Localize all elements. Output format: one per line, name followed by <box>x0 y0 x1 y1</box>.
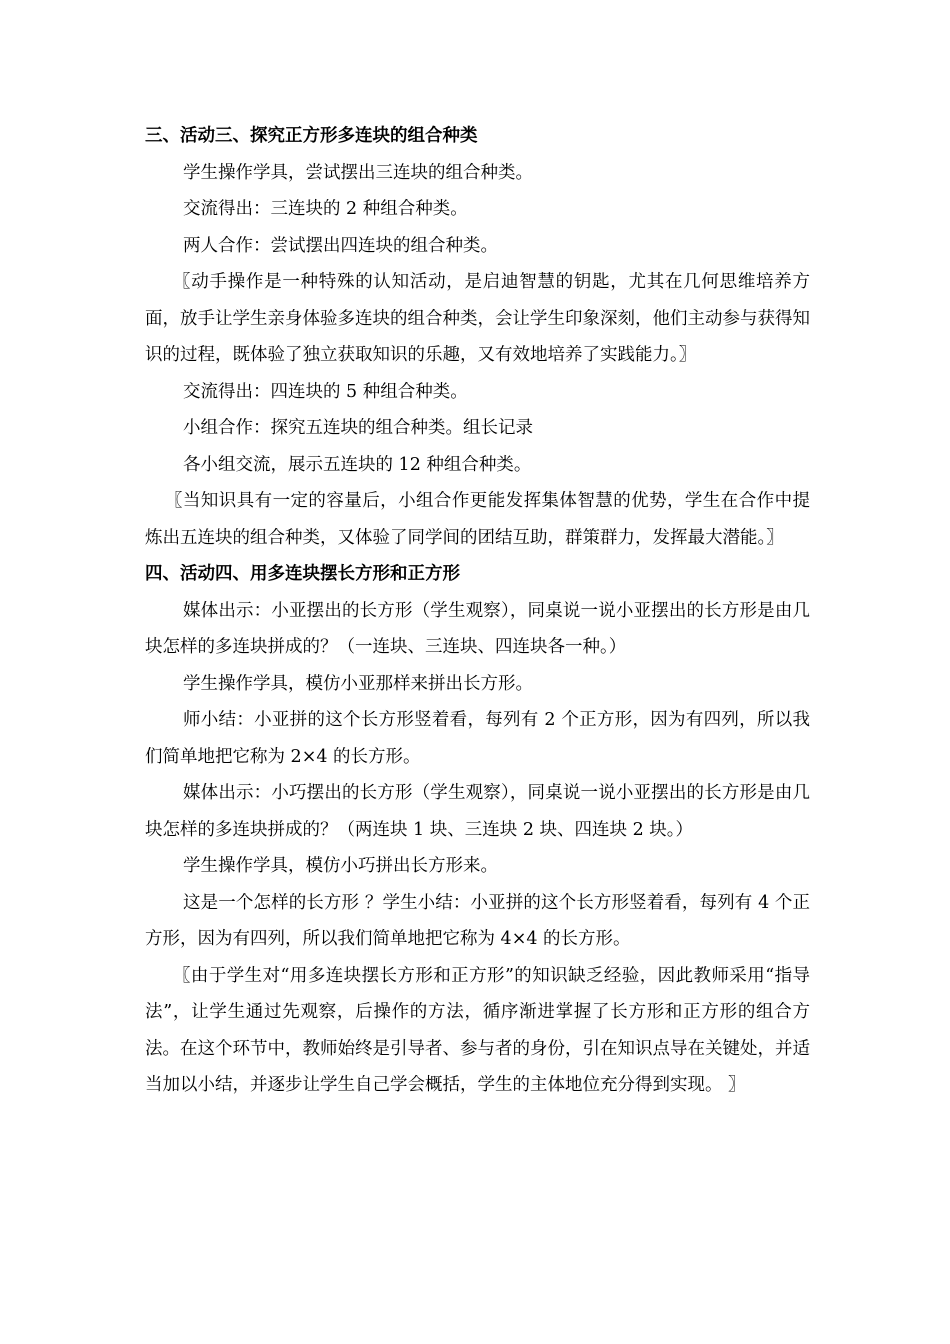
paragraph: 两人合作：尝试摆出四连块的组合种类。 <box>183 235 498 256</box>
document-body <box>145 118 810 1104</box>
paragraph: 媒体出示：小亚摆出的长方形（学生观察），同桌说一说小亚摆出的长方形是由几块怎样的多连块拼成的？（一连块、三连块、四连块各一种。） <box>145 600 810 657</box>
paragraph: 学生操作学具，尝试摆出三连块的组合种类。 <box>183 162 533 183</box>
commentary-paragraph: 〖动手操作是一种特殊的认知活动，是启迪智慧的钥匙，尤其在几何思维培养方面，放手让学生亲身体验多连块的组合种类，会让学生印象深刻，他们主动参与获得知识的过程，既体验了独立获取知识的乐趣，又有效地培养了实践能力。〗 <box>145 272 810 365</box>
paragraph: 交流得出：三连块的 2 种组合种类。 <box>183 199 468 219</box>
paragraph: 学生操作学具，模仿小亚那样来拼出长方形。 <box>183 673 533 694</box>
paragraph: 各小组交流，展示五连块的 12 种组合种类。 <box>183 454 532 475</box>
paragraph: 小组合作：探究五连块的组合种类。组长记录 <box>183 418 533 438</box>
commentary-paragraph: 〖由于学生对“用多连块摆长方形和正方形”的知识缺乏经验，因此教师采用“指导法”，让学生通过先观察，后操作的方法，循序渐进掌握了长方形和正方形的组合方法。在这个环节中，教师始终是引导者、参与者的身份，引在知识点导在关键处，并适当加以小结，并逐步让学生自己学会概括，学生的主体地位充分得到实现。 〗 <box>145 965 810 1095</box>
paragraph: 这是一个怎样的长方形 ？学生小结：小亚拼的这个长方形竖着看，每列有 4 个正方形，因为有四列，所以我们简单地把它称为 4×4 的长方形。 <box>145 892 810 949</box>
paragraph: 媒体出示：小巧摆出的长方形（学生观察），同桌说一说小亚摆出的长方形是由几块怎样的多连块拼成的？（两连块 1 块、三连块 2 块、四连块 2 块。） <box>145 783 810 840</box>
paragraph: 学生操作学具，模仿小巧拼出长方形来。 <box>183 856 498 876</box>
paragraph: 交流得出：四连块的 5 种组合种类。 <box>183 381 468 402</box>
section-heading-activity-3: 三、活动三、探究正方形多连块的组合种类 <box>145 126 478 146</box>
commentary-paragraph: 〖当知识具有一定的容量后，小组合作更能发挥集体智慧的优势，学生在合作中提炼出五连块的组合种类，又体验了同学间的团结互助，群策群力，发挥最大潜能。〗 <box>145 491 810 548</box>
section-heading-activity-4: 四、活动四、用多连块摆长方形和正方形 <box>145 564 460 584</box>
paragraph: 师小结：小亚拼的这个长方形竖着看，每列有 2 个正方形，因为有四列，所以我们简单地把它称为 2×4 的长方形。 <box>145 710 810 767</box>
